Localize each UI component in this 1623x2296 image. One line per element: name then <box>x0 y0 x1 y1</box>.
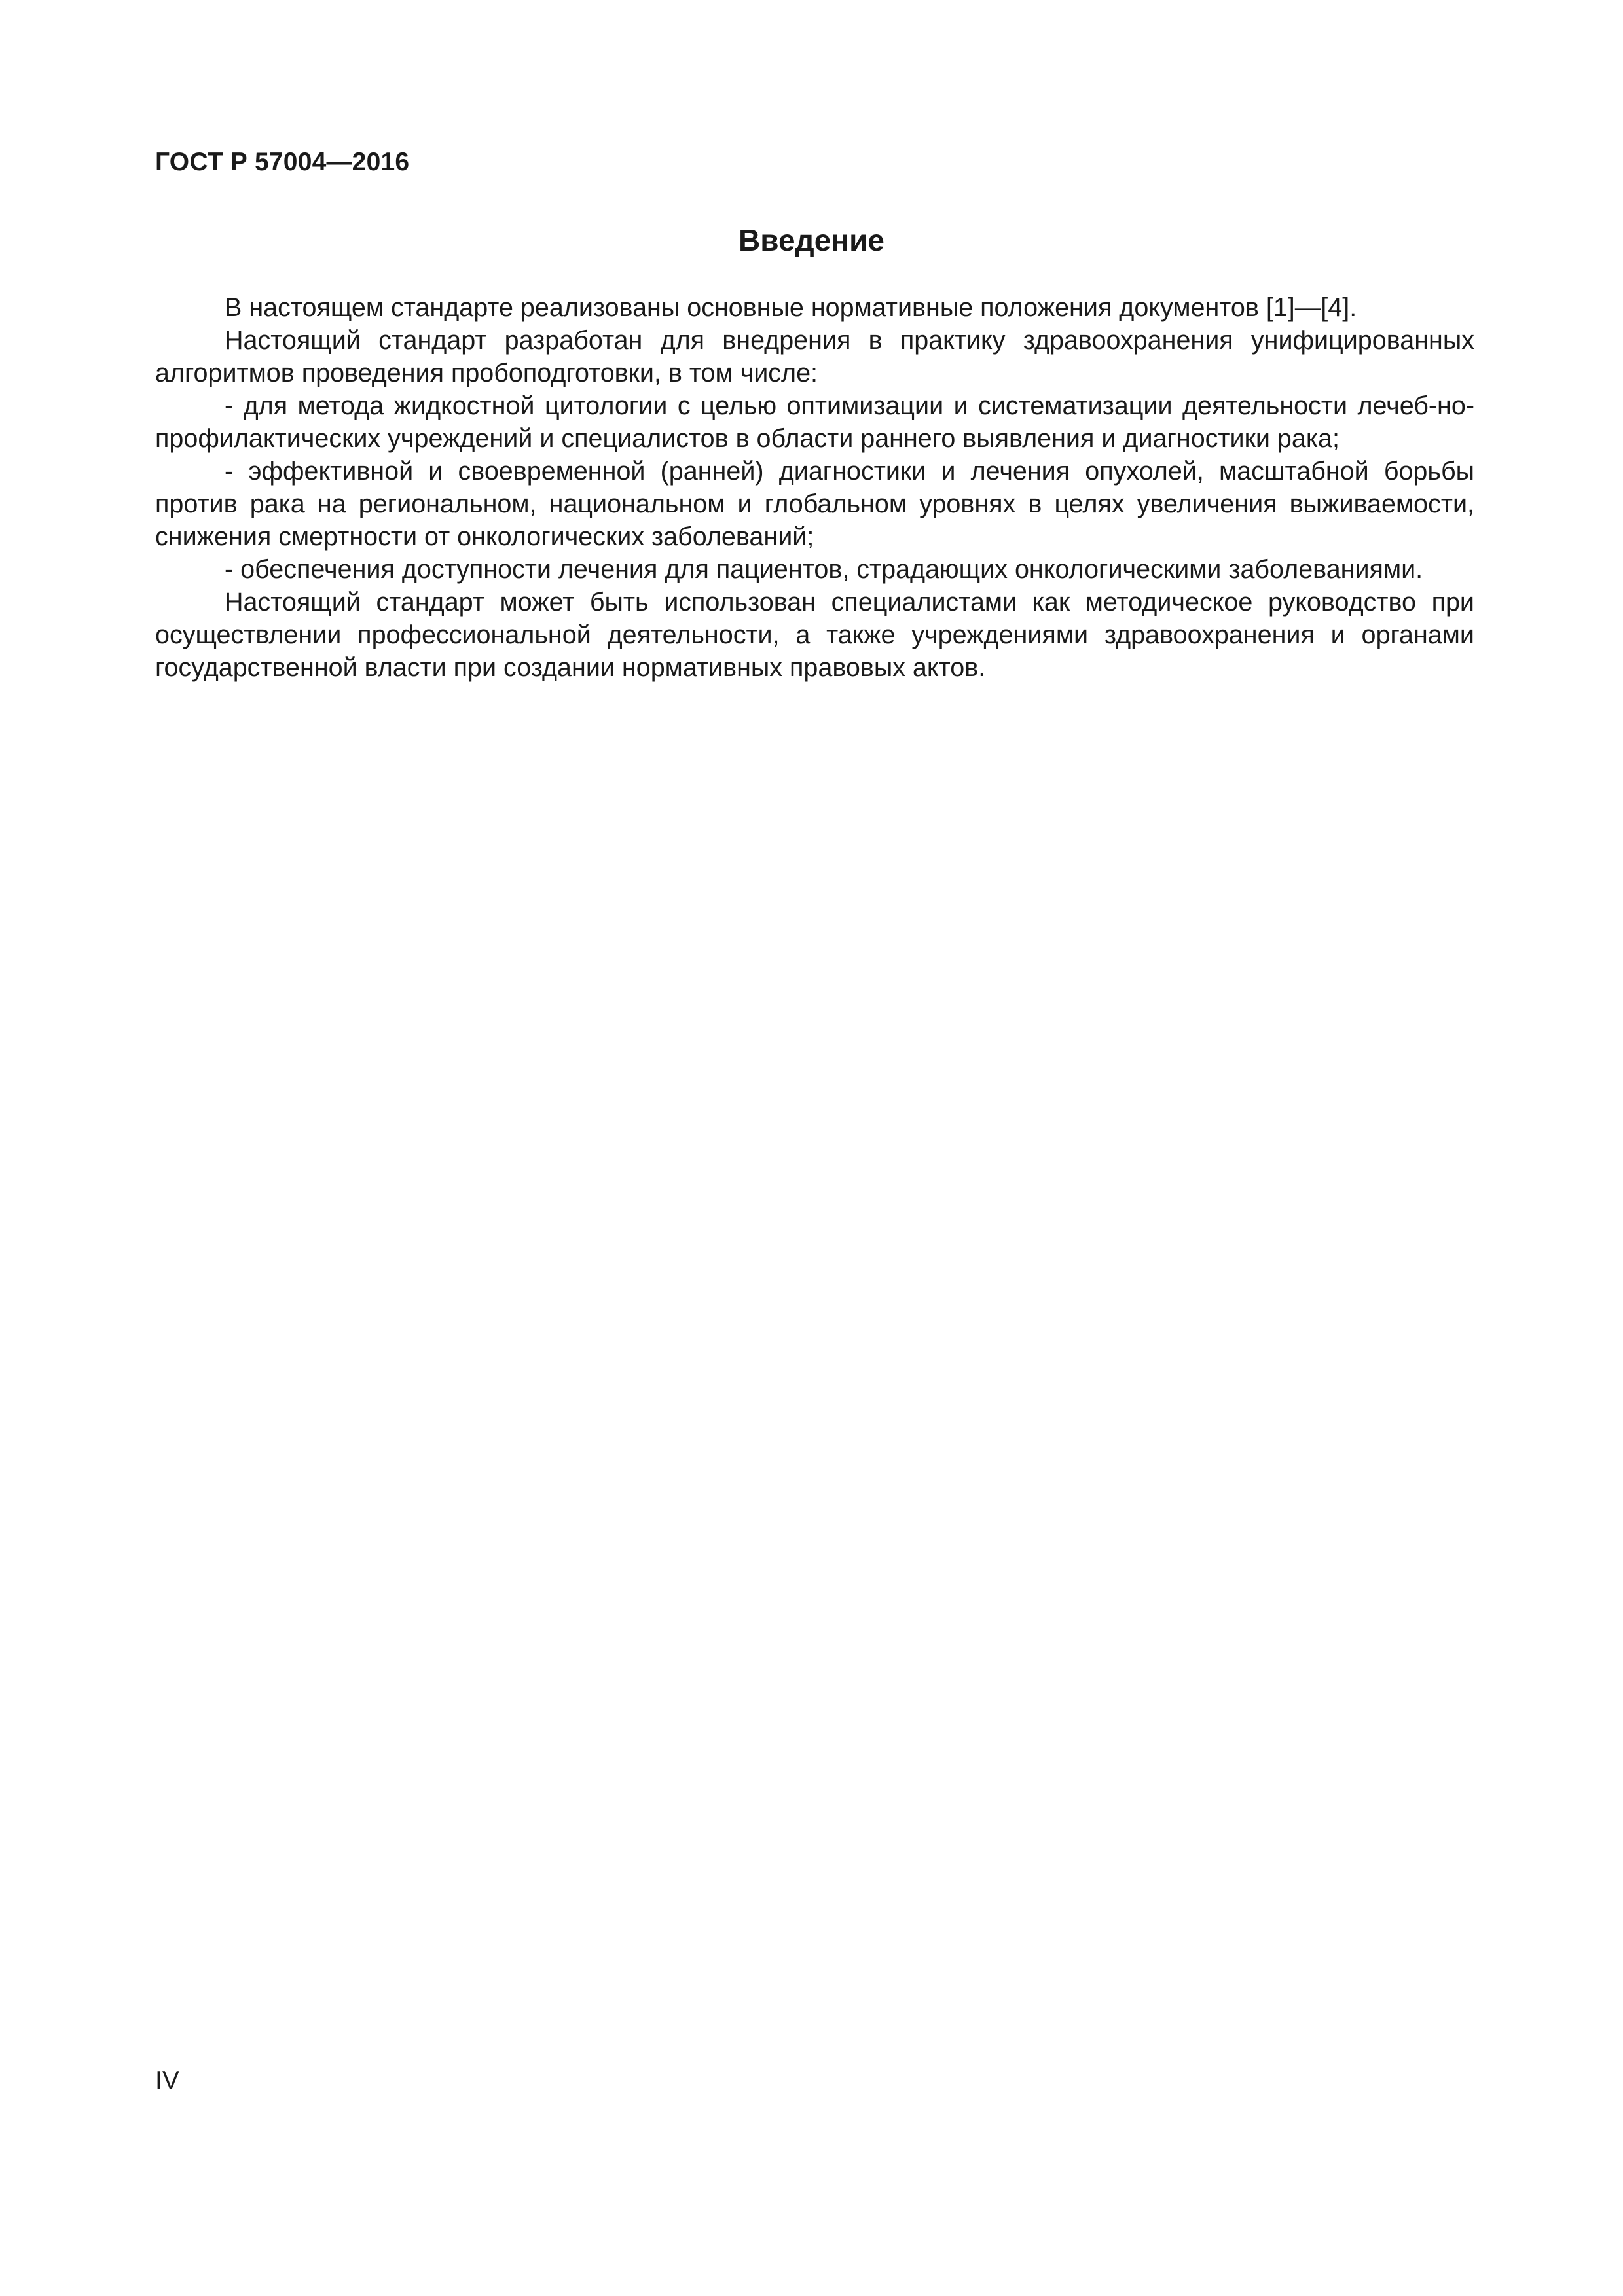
paragraph-intro: В настоящем стандарте реализованы основные нормативные положения документов [1]—[4]. <box>225 293 1357 322</box>
list-item-accessibility: - обеспечения доступности лечения для пациентов, страдающих онкологическими заболеваниями. <box>225 555 1423 584</box>
page-number: IV <box>155 2066 179 2094</box>
paragraph-usage: Настоящий стандарт может быть использован специалистами как методическое руководство при осуществлении профессиональной деятельности, а также учреждениями здравоохранения и органами государственной власти при создании нормативных правовых актов. <box>155 588 1474 682</box>
paragraph-purpose: Настоящий стандарт разработан для внедрения в практику здравоохранения унифицированных алгоритмов проведения пробоподготовки, в том числе: <box>155 326 1474 387</box>
body-text <box>155 291 1474 684</box>
list-item-diagnostics: - эффективной и своевременной (ранней) диагностики и лечения опухолей, масштабной борьбы против рака на региональном, национальном и глобальном уровнях в целях увеличения выживаемости, снижения смертности от онкологических заболеваний; <box>155 457 1474 551</box>
document-header: ГОСТ Р 57004—2016 <box>155 148 410 176</box>
list-item-cytology: - для метода жидкостной цитологии с целью оптимизации и систематизации деятельности лечеб-но-профилактических учреждений и специалистов в области раннего выявления и диагностики рака; <box>155 391 1474 453</box>
section-title: Введение <box>739 223 884 257</box>
